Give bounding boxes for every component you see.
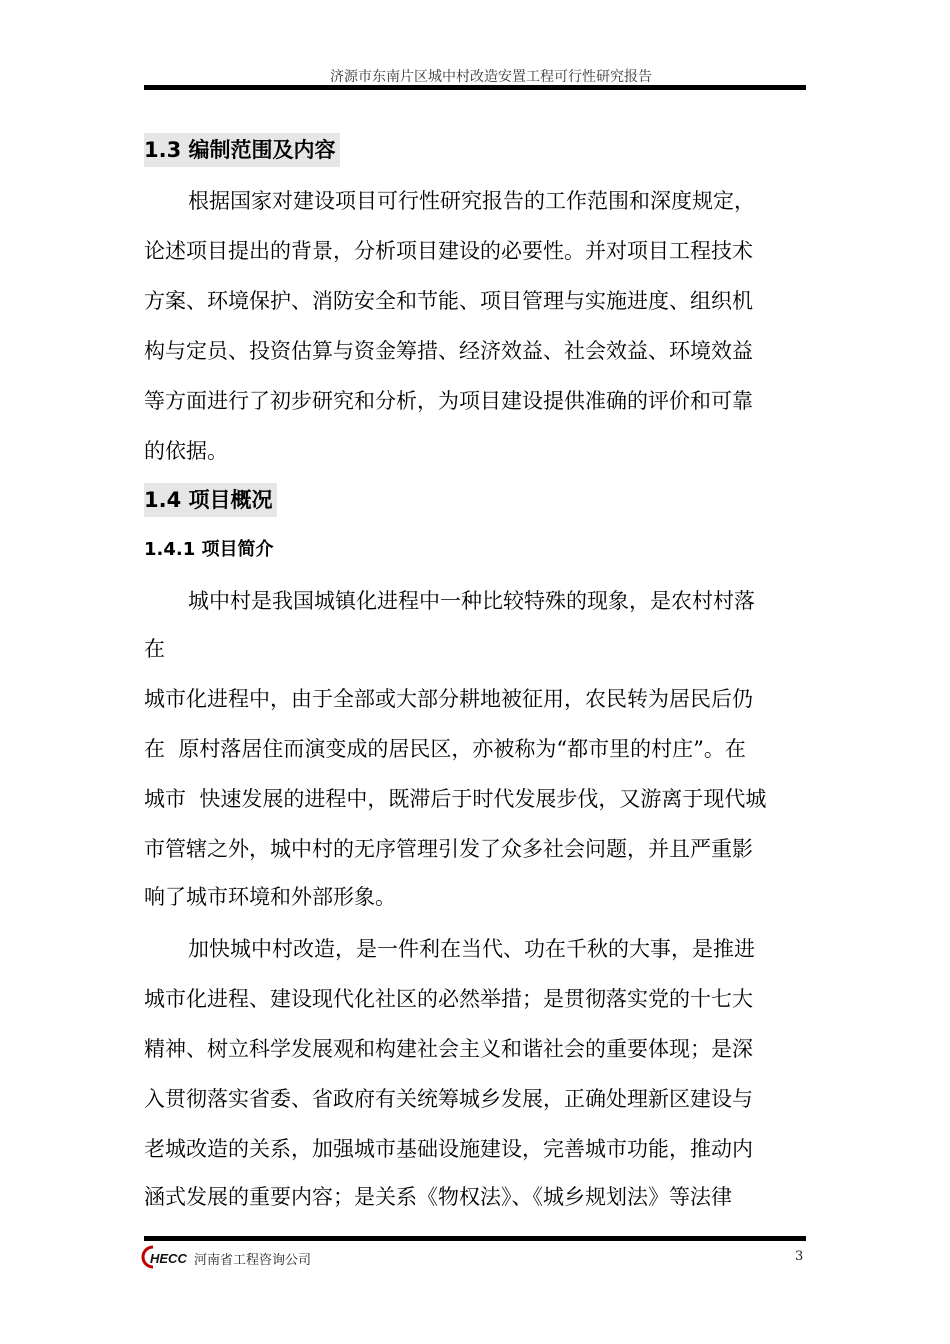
paragraph-line: 根据国家对建设项目可行性研究报告的工作范围和深度规定， xyxy=(188,189,755,213)
paragraph-line: 响了城市环境和外部形象。 xyxy=(144,885,396,909)
paragraph-line: 加快城中村改造，是一件利在当代、功在千秋的大事，是推进 xyxy=(188,937,755,961)
paragraph-line: 构与定员、投资估算与资金筹措、经济效益、社会效益、环境效益 xyxy=(144,339,753,363)
paragraph-line: 涵式发展的重要内容；是关系《物权法》、《城乡规划法》等法律 xyxy=(144,1185,732,1209)
paragraph-line: 等方面进行了初步研究和分析，为项目建设提供准确的评价和可靠 xyxy=(144,389,753,413)
paragraph-line: 老城改造的关系，加强城市基础设施建设，完善城市功能，推动内 xyxy=(144,1137,753,1161)
hecc-logo xyxy=(140,1244,196,1270)
paragraph-line: 城市 快速发展的进程中，既滞后于时代发展步伐，又游离于现代城 xyxy=(144,787,767,811)
paragraph-line: 论述项目提出的背景，分析项目建设的必要性。并对项目工程技术 xyxy=(144,239,753,263)
paragraph-line: 城市化进程中，由于全部或大部分耕地被征用，农民转为居民后仍 xyxy=(144,687,753,711)
footer-divider xyxy=(144,1236,806,1241)
section-heading-1-4: 1.4 项目概况 xyxy=(144,483,277,517)
paragraph-line: 城市化进程、建设现代化社区的必然举措；是贯彻落实党的十七大 xyxy=(144,987,753,1011)
paragraph-line: 精神、树立科学发展观和构建社会主义和谐社会的重要体现；是深 xyxy=(144,1037,753,1061)
logo-text: HECC xyxy=(150,1251,187,1266)
paragraph-line: 方案、环境保护、消防安全和节能、项目管理与实施进度、组织机 xyxy=(144,289,753,313)
paragraph-line: 城中村是我国城镇化进程中一种比较特殊的现象，是农村村落 xyxy=(188,589,755,613)
paragraph-line: 在 原村落居住而演变成的居民区，亦被称为“都市里的村庄”。在 xyxy=(144,737,746,761)
section-heading-1-3: 1.3 编制范围及内容 xyxy=(144,133,340,167)
paragraph-line: 在 xyxy=(144,637,165,661)
header-divider xyxy=(144,85,806,90)
subsection-heading-1-4-1: 1.4.1 项目简介 xyxy=(144,539,274,560)
paragraph-line: 的依据。 xyxy=(144,439,228,463)
company-name: 河南省工程咨询公司 xyxy=(194,1253,312,1268)
document-title: 济源市东南片区城中村改造安置工程可行性研究报告 xyxy=(330,69,652,85)
paragraph-line: 入贯彻落实省委、省政府有关统筹城乡发展，正确处理新区建设与 xyxy=(144,1087,753,1111)
page-number: 3 xyxy=(795,1249,804,1264)
paragraph-line: 市管辖之外，城中村的无序管理引发了众多社会问题，并且严重影 xyxy=(144,837,753,861)
